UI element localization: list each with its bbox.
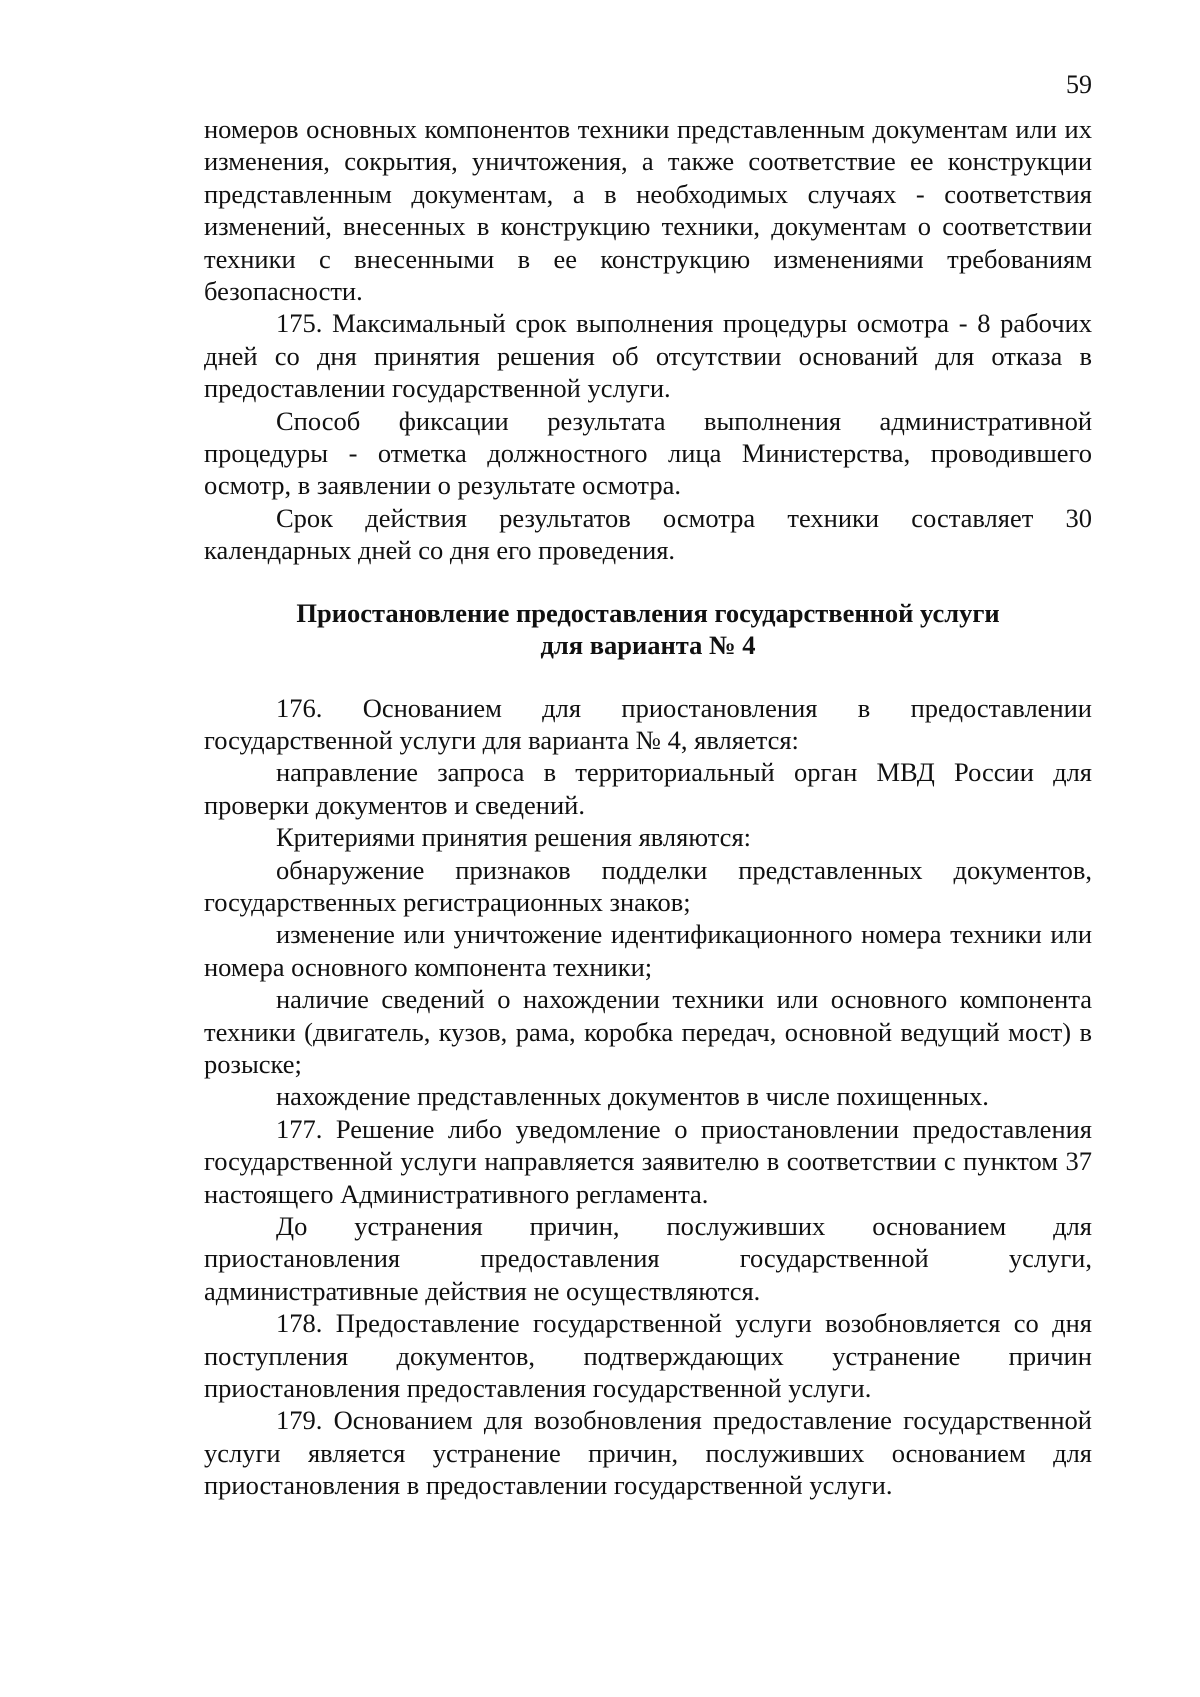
criterion-forgery: обнаружение признаков подделки представленных документов, государственных регистрационных знаков; (204, 854, 1092, 917)
paragraph-178: 178. Предоставление государственной услуги возобновляется со дня поступления документов, подтверждающих устранение причин приостановления предоставления государственной услуги. (204, 1308, 1092, 1404)
paragraph-176: 176. Основанием для приостановления в предоставлении государственной услуги для варианта № 4, является: (204, 692, 1092, 755)
paragraph-validity-period: Срок действия результатов осмотра техники составляет 30 календарных дней со дня его проведения. (204, 502, 1092, 566)
section-heading-line-2: для варианта № 4 (540, 630, 756, 661)
paragraph-175: 175. Максимальный срок выполнения процедуры осмотра - 8 рабочих дней со дня принятия решения об отсутствии оснований для отказа в предоставлении государственной услуги. (204, 308, 1092, 404)
paragraph-until-elimination: До устранения причин, послуживших основанием для приостановления предоставления государственной услуги, административные действия не осуществляются. (204, 1211, 1092, 1306)
paragraph-177: 177. Решение либо уведомление о приостановлении предоставления государственной услуги направляется заявителю в соответствии с пунктом 37 настоящего Административного регламента. (204, 1113, 1092, 1209)
paragraph-fixation-method: Способ фиксации результата выполнения административной процедуры - отметка должностного лица Министерства, проводившего осмотр, в заявлении о результате осмотра. (204, 405, 1092, 501)
paragraph-request-direction: направление запроса в территориальный орган МВД России для проверки документов и сведений. (204, 757, 1092, 820)
criterion-wanted: наличие сведений о нахождении техники или основного компонента техники (двигатель, кузов, рама, коробка передач, основной ведущий мост) в розыске; (204, 984, 1092, 1079)
paragraph-criteria: Критериями принятия решения являются: (276, 822, 751, 853)
criterion-vin-change: изменение или уничтожение идентификационного номера техники или номера основного компонента техники; (204, 919, 1092, 982)
section-heading (204, 597, 1092, 662)
section-heading-line-1: Приостановление предоставления государственной услуги (296, 597, 1000, 628)
document-body (204, 113, 1092, 1502)
page-number: 59 (1066, 70, 1092, 99)
paragraph-continuation: номеров основных компонентов техники представленным документам или их изменения, сокрытия, уничтожения, а также соответствие ее конструкции представленным документам, а в необходимых случаях - соответствия изменений, внесенных в конструкцию техники, документам о соответствии техники с внесенными в ее конструкцию изменениями требованиям безопасности. (204, 114, 1092, 307)
paragraph-179: 179. Основанием для возобновления предоставление государственной услуги является устранение причин, послуживших основанием для приостановления в предоставлении государственной услуги. (204, 1405, 1092, 1501)
criterion-stolen-documents: нахождение представленных документов в числе похищенных. (276, 1081, 989, 1112)
